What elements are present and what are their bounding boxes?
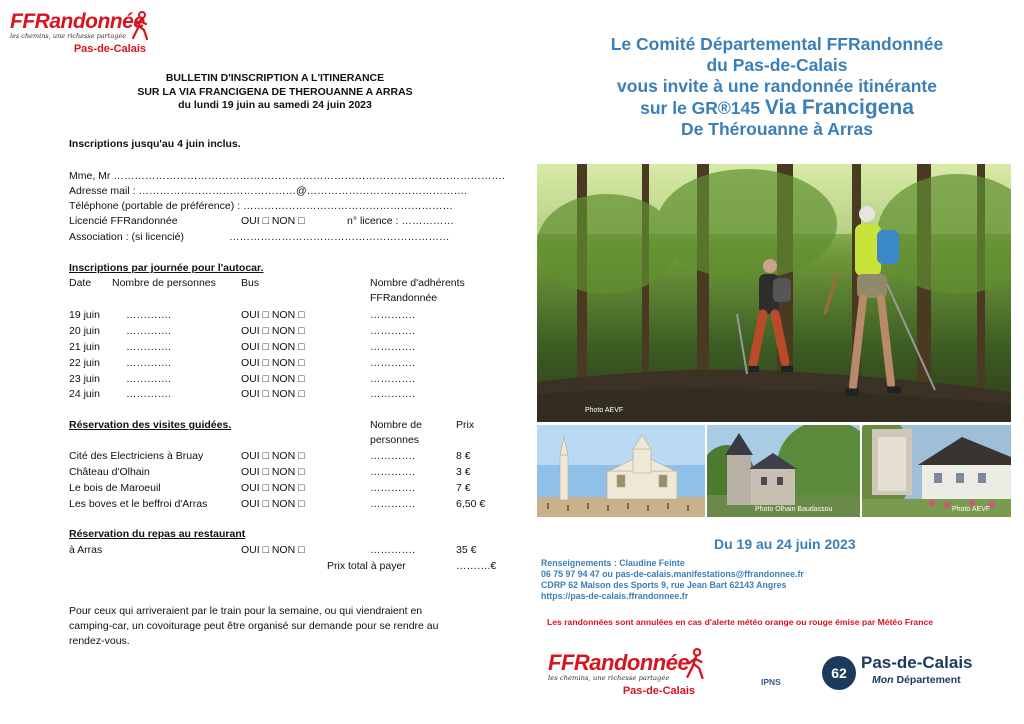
day-persons[interactable]: …………. [126,373,171,385]
visit-choice[interactable]: OUI □ NON □ [241,498,305,510]
meal-count[interactable]: …………. [370,544,415,556]
meal-place: à Arras [69,544,103,556]
house-photo [862,425,1011,517]
event-headline: Le Comité Départemental FFRandonnée du Pas-de-Calais vous invite à une randonnée itinérante sur le GR®145 Via Francigena De Thérouanne à Arras [610,34,944,139]
licence-checkbox[interactable]: OUI □ NON □ [241,215,305,227]
day-date: 21 juin [69,341,100,353]
day-members[interactable]: …………. [370,357,415,369]
col-date: Date [69,277,92,289]
hiker-icon [130,11,152,41]
contact-address: CDRP 62 Maison des Sports 9, rue Jean Bart 62143 Angres [541,580,787,590]
name-field[interactable]: Mme, Mr …………………………………………………………………………………………………. [69,170,505,182]
contact-phone-email[interactable]: 06 75 97 94 47 ou pas-de-calais.manifestations@ffrandonnee.fr [541,569,804,579]
visit-count[interactable]: …………. [370,498,415,510]
visit-name: Château d'Olhain [69,466,150,478]
contact-info [541,558,804,602]
visit-price: 8 € [456,450,471,462]
day-date: 23 juin [69,373,100,385]
dept-number-badge: 62 [822,656,856,690]
logo-tagline: les chemins, une richesse partagée [10,32,127,40]
carpool-note: Pour ceux qui arriveraient par le train pour la semaine, ou qui viendraient en [69,605,423,617]
ffrandonnee-logo: FFRandonnée les chemins, une richesse partagée Pas-de-Calais [10,10,160,55]
photo-credit: Photo Olhain Baudassou [755,506,833,513]
day-persons[interactable]: …………. [126,325,171,337]
day-persons[interactable]: …………. [126,357,171,369]
hiker-icon [684,648,708,680]
phone-field[interactable]: Téléphone (portable de préférence) : …………………………………………………… [69,200,453,212]
carpool-note: camping-car, un covoiturage peut être organisé sur demande pour se rendre au [69,620,439,632]
day-date: 22 juin [69,357,100,369]
day-bus-choice[interactable]: OUI □ NON □ [241,309,305,321]
licence-label: Licencié FFRandonnée [69,215,178,227]
licence-number-field[interactable]: n° licence : …………… [347,215,454,227]
contact-website-link[interactable]: https://pas-de-calais.ffrandonnee.fr [541,591,689,601]
day-bus-choice[interactable]: OUI □ NON □ [241,388,305,400]
day-members[interactable]: …………. [370,341,415,353]
bus-section-heading: Inscriptions par journée pour l'autocar. [69,262,264,274]
day-bus-choice[interactable]: OUI □ NON □ [241,341,305,353]
day-bus-choice[interactable]: OUI □ NON □ [241,373,305,385]
meal-choice[interactable]: OUI □ NON □ [241,544,305,556]
day-bus-choice[interactable]: OUI □ NON □ [241,357,305,369]
visit-choice[interactable]: OUI □ NON □ [241,482,305,494]
pas-de-calais-logo: 62 Pas-de-Calais Mon Département [822,652,1012,692]
ffrandonnee-logo-bottom: FFRandonnée les chemins, une richesse partagée Pas-de-Calais [548,650,695,697]
visit-price: 7 € [456,482,471,494]
castle-photo [707,425,860,517]
day-date: 24 juin [69,388,100,400]
col-members: Nombre d'adhérents [370,277,465,289]
hikers-forest-photo [537,164,1011,422]
visit-choice[interactable]: OUI □ NON □ [241,450,305,462]
meal-section-heading: Réservation du repas au restaurant [69,528,246,540]
visit-choice[interactable]: OUI □ NON □ [241,466,305,478]
day-members[interactable]: …………. [370,309,415,321]
day-members[interactable]: …………. [370,325,415,337]
visit-price: 6,50 € [456,498,486,510]
day-date: 20 juin [69,325,100,337]
visit-count[interactable]: …………. [370,450,415,462]
carpool-note: rendez-vous. [69,635,130,647]
col-persons: Nombre de personnes [112,277,216,289]
visit-name: Les boves et le beffroi d'Arras [69,498,208,510]
total-label: Prix total à payer [327,560,406,572]
weather-warning: Les randonnées sont annulées en cas d'alerte météo orange ou rouge émise par Météo France [547,617,934,627]
total-field[interactable]: ……….€ [456,560,497,572]
col-visit-price: Prix [456,419,475,431]
logo-dept: Pas-de-Calais [73,43,146,55]
association-label: Association : (si licencié) [69,231,184,243]
association-field[interactable]: ……………………………………………………… [229,231,450,243]
day-date: 19 juin [69,309,100,321]
day-persons[interactable]: …………. [126,388,171,400]
visit-count[interactable]: …………. [370,482,415,494]
col-bus: Bus [241,277,260,289]
registration-deadline: Inscriptions jusqu'au 4 juin inclus. [69,138,241,150]
bulletin-title: BULLETIN D'INSCRIPTION A L'ITINERANCE SUR LA VIA FRANCIGENA DE THEROUANNE A ARRAS du lundi 19 juin au samedi 24 juin 2023 [137,72,413,111]
basilica-photo [537,425,705,517]
event-dates: Du 19 au 24 juin 2023 [714,536,856,552]
col-visit-count-2: personnes [370,434,420,446]
contact-name: Renseignements : Claudine Feinte [541,558,685,568]
photo-credit: Photo AEVF [952,506,991,513]
visit-price: 3 € [456,466,471,478]
col-visit-count: Nombre de [370,419,422,431]
email-field[interactable]: Adresse mail : ………………………………………@………………………………………. [69,185,468,197]
day-persons[interactable]: …………. [126,341,171,353]
visit-name: Cité des Electriciens à Bruay [69,450,204,462]
photo-credit: Photo AEVF [585,407,624,414]
meal-price: 35 € [456,544,477,556]
day-bus-choice[interactable]: OUI □ NON □ [241,325,305,337]
flyer-page [512,0,1024,724]
visit-count[interactable]: …………. [370,466,415,478]
day-members[interactable]: …………. [370,373,415,385]
day-members[interactable]: …………. [370,388,415,400]
visit-name: Le bois de Maroeuil [69,482,161,494]
col-members-2: FFRandonnée [370,292,438,304]
day-persons[interactable]: …………. [126,309,171,321]
ipns-mark: IPNS [761,677,781,687]
visits-section-heading: Réservation des visites guidées. [69,419,232,431]
